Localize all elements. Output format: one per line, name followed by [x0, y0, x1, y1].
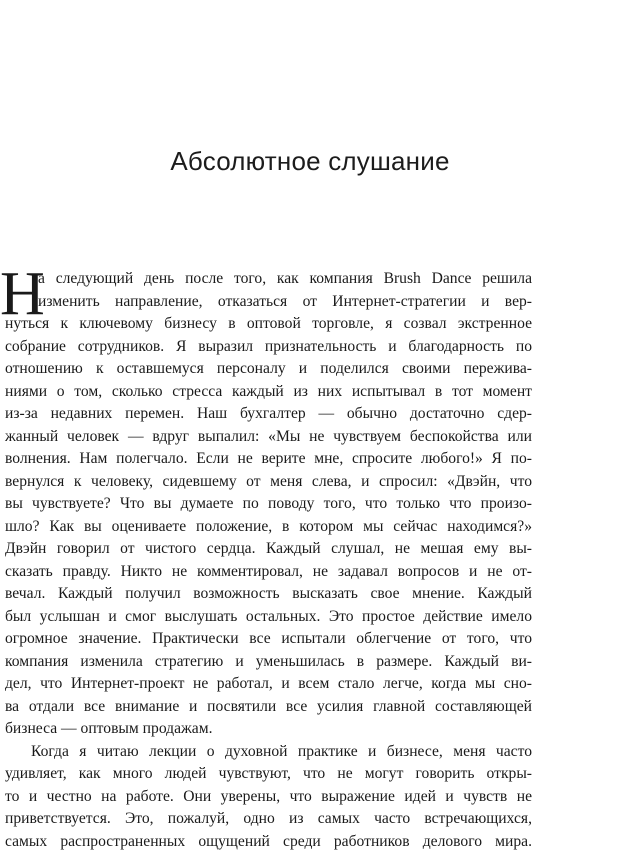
chapter-title: Абсолютное слушание — [0, 146, 620, 177]
text-line: был услышан и смог выслушать остальных. Это простое действие имело — [5, 606, 532, 629]
text-line: жанный человек — вдруг выпалил: «Мы не чувствуем беспокойства или — [5, 426, 532, 449]
text-line: бизнеса — оптовым продажам. — [5, 718, 532, 741]
text-line: ва отдали все внимание и посвятили все усилия главной составляющей — [5, 696, 532, 719]
text-line: вы чувствуете? Что вы думаете по поводу того, что только что произо- — [5, 493, 532, 516]
body-text — [5, 268, 532, 853]
text-line: Двэйн говорил от чистого сердца. Каждый слушал, не мешая ему вы- — [5, 538, 532, 561]
text-line: из-за недавних перемен. Наш бухгалтер — обычно достаточно сдер- — [5, 403, 532, 426]
text-line: сказать правду. Никто не комментировал, не задавал вопросов и не от- — [5, 561, 532, 584]
text-line: Когда я читаю лекции о духовной практике и бизнесе, меня часто — [5, 741, 532, 764]
text-line: удивляет, как много людей чувствуют, что не могут говорить откры- — [5, 763, 532, 786]
text-line: огромное значение. Практически все испытали облегчение от того, что — [5, 628, 532, 651]
text-line: приветствуется. Это, пожалуй, одно из самых часто встречающихся, — [5, 808, 532, 831]
text-line: изменить направление, отказаться от Интернет-стратегии и вер- — [5, 291, 532, 314]
text-line: нуться к ключевому бизнесу в оптовой торговле, я созвал экстренное — [5, 313, 532, 336]
text-line: вечал. Каждый получил возможность высказать свое мнение. Каждый — [5, 583, 532, 606]
text-line: ниями о том, сколько стресса каждый из них испытывал в тот момент — [5, 381, 532, 404]
text-line: волнения. Нам полегчало. Если не верите мне, спросите любого!» Я по- — [5, 448, 532, 471]
text-line: шло? Как вы оцениваете положение, в котором мы сейчас находимся?» — [5, 516, 532, 539]
text-line: собрание сотрудников. Я выразил признательность и благодарность по — [5, 336, 532, 359]
text-line: самых распространенных ощущений среди работников делового мира. — [5, 831, 532, 853]
text-line: то и честно на работе. Они уверены, что выражение идей и чувств не — [5, 786, 532, 809]
text-line: компания изменила стратегию и уменьшилась в размере. Каждый ви- — [5, 651, 532, 674]
text-line: дел, что Интернет-проект не работал, и всем стало легче, когда мы сно- — [5, 673, 532, 696]
text-line: вернулся к человеку, сидевшему от меня слева, и спросил: «Двэйн, что — [5, 471, 532, 494]
drop-cap: Н — [0, 271, 45, 317]
text-line: а следующий день после того, как компания Brush Dance решила — [5, 268, 532, 291]
text-line: отношению к оставшемуся персоналу и поделился своими пережива- — [5, 358, 532, 381]
